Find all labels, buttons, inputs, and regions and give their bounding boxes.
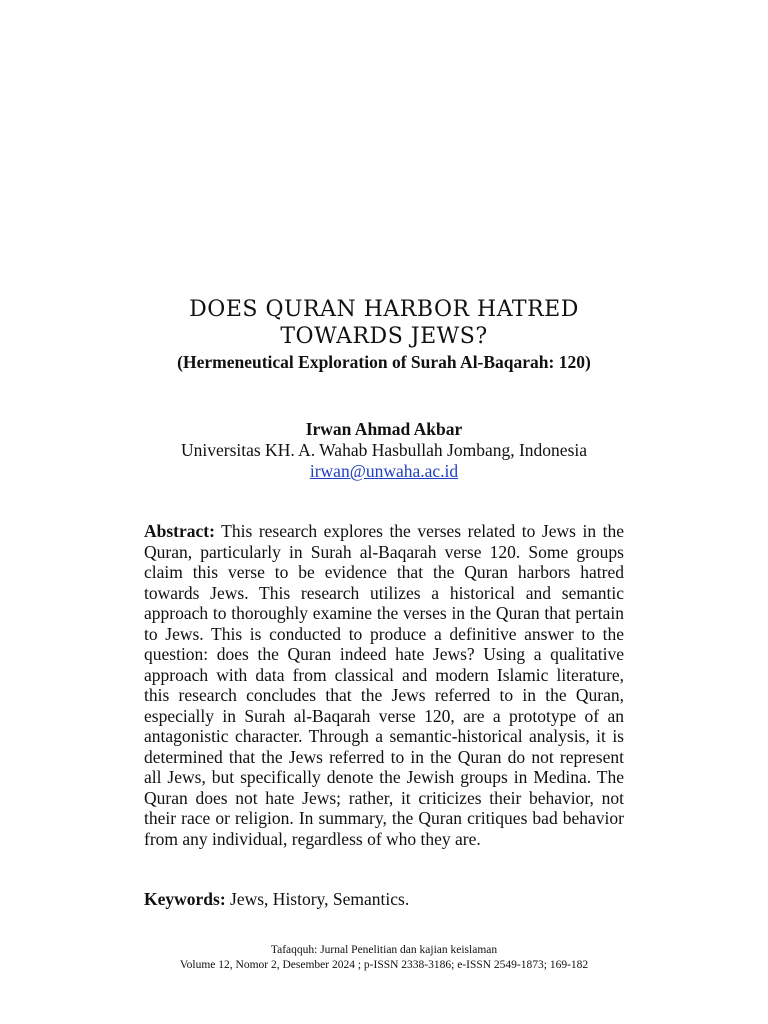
keywords-line xyxy=(144,889,624,910)
footer-journal: Tafaqquh: Jurnal Penelitian dan kajian keislaman xyxy=(270,944,498,956)
author-email-line xyxy=(0,461,768,482)
author-email-link[interactable]: irwan@unwaha.ac.id xyxy=(309,461,459,481)
paper-subtitle: (Hermeneutical Exploration of Surah Al-Baqarah: 120) xyxy=(177,352,591,372)
abstract-paragraph xyxy=(144,521,624,849)
title-line-1: DOES QURAN HARBOR HATRED xyxy=(189,297,579,322)
keywords-text: Jews, History, Semantics. xyxy=(225,889,410,909)
title-line-2: TOWARDS JEWS? xyxy=(280,324,488,349)
paper-title xyxy=(0,296,768,350)
footer-citation: Volume 12, Nomor 2, Desember 2024 ; p-ISSN 2338-3186; e-ISSN 2549-1873; 169-182 xyxy=(179,959,589,971)
keywords-label: Keywords: xyxy=(144,889,226,909)
abstract-text: This research explores the verses related to Jews in the Quran, particularly in Surah al-Baqarah verse 120. Some groups claim this verse to be evidence that the Quran harbors hatred towards Jews. This research utilizes a historical and semantic approach to thoroughly examine the verses in the Quran that pertain to Jews. This is conducted to produce a definitive answer to the question: does the Quran indeed hate Jews? Using a qualitative approach with data from classical and modern Islamic literature, this research concludes that the Jews referred to in the Quran, especially in Surah al-Baqarah verse 120, are a prototype of an antagonistic character. Through a semantic-historical analysis, it is determined that the Jews referred to in the Quran do not represent all Jews, but specifically denote the Jewish groups in Medina. The Quran does not hate Jews; rather, it criticizes their behavior, not their race or religion. In summary, the Quran critiques bad behavior from any individual, regardless of who they are. xyxy=(144,521,624,849)
author-name: Irwan Ahmad Akbar xyxy=(305,419,463,439)
abstract-label: Abstract: xyxy=(144,521,215,541)
author-affiliation: Universitas KH. A. Wahab Hasbullah Jombang, Indonesia xyxy=(180,440,588,460)
